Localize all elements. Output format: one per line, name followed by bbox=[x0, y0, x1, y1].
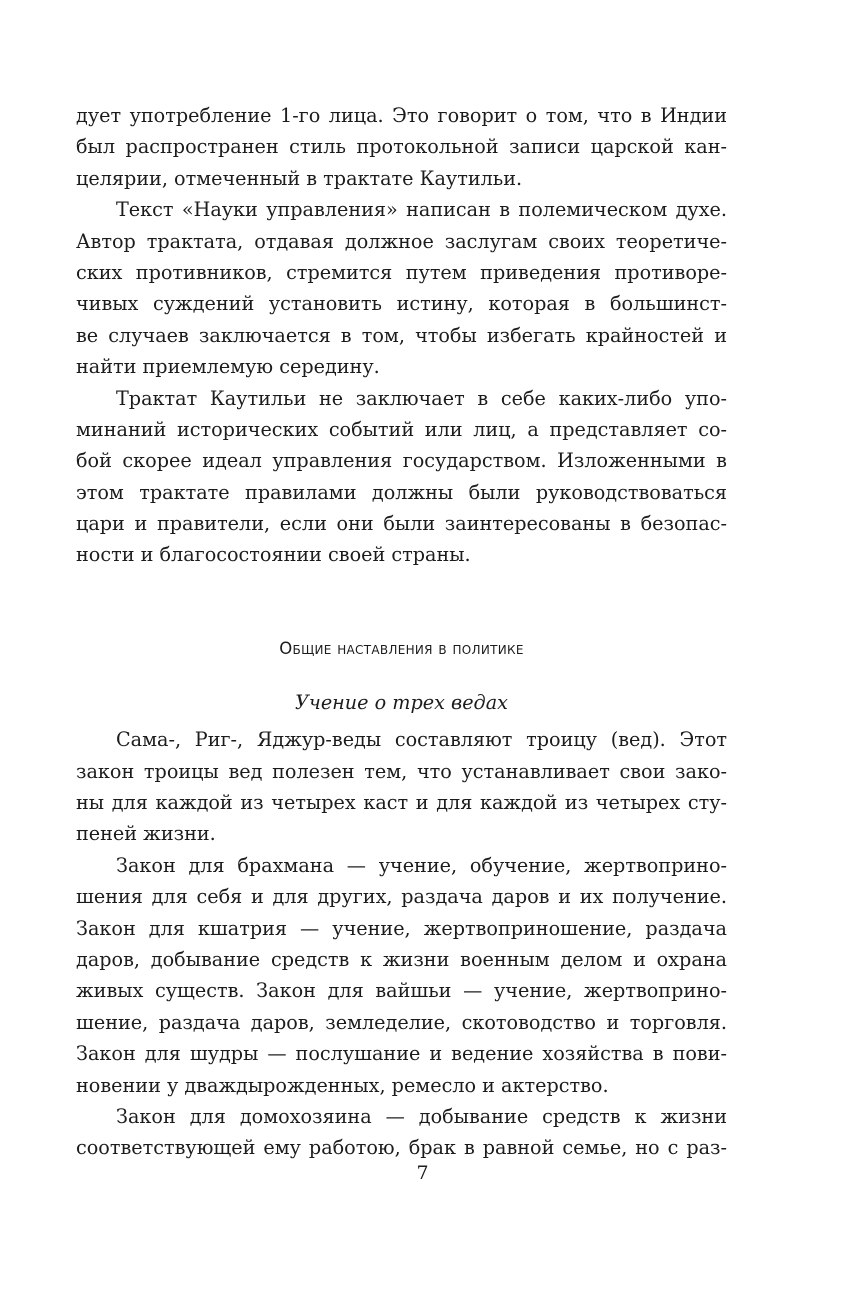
paragraph bbox=[76, 724, 727, 850]
page-body bbox=[76, 100, 727, 1164]
paragraph bbox=[76, 1101, 727, 1164]
text-line: живых существ. Закон для вайшьи — учение, жертвоприно- bbox=[76, 979, 727, 1003]
text-line: Сама-, Риг-, Яджур-веды составляют троицу (вед). Этот bbox=[116, 728, 727, 752]
text-line: новении у дваждырожденных, ремесло и актерство. bbox=[76, 1073, 609, 1097]
text-line: ности и благосостоянии своей страны. bbox=[76, 543, 471, 567]
text-line: бой скорее идеал управления государством. Изложенными в bbox=[76, 449, 727, 473]
text-line: Закон для кшатрия — учение, жертвоприношение, раздача bbox=[76, 916, 727, 940]
text-line: Закон для домохозяина — добывание средств к жизни bbox=[116, 1104, 727, 1128]
paragraph bbox=[76, 100, 727, 194]
text-line: чивых суждений установить истину, которая в большинст- bbox=[76, 292, 727, 316]
text-line: минаний исторических событий или лиц, а представляет со- bbox=[76, 417, 727, 441]
text-line: этом трактате правилами должны были руководствоваться bbox=[76, 480, 727, 504]
paragraph bbox=[76, 850, 727, 1101]
text-line: дует употребление 1-го лица. Это говорит о том, что в Индии bbox=[76, 104, 727, 127]
text-line: Закон для брахмана — учение, обучение, жертвоприно- bbox=[116, 853, 727, 877]
text-line: шения для себя и для других, раздача даров и их получение. bbox=[76, 885, 727, 909]
text-line: целярии, отмеченный в трактате Каутильи. bbox=[76, 166, 523, 190]
text-line: Текст «Науки управления» написан в полемическом духе. bbox=[116, 198, 727, 222]
text-line: закон троицы вед полезен тем, что устанавливает свои зако- bbox=[76, 759, 727, 783]
text-line: ны для каждой из четырех каст и для каждой из четырех сту- bbox=[76, 791, 727, 815]
text-line: шение, раздача даров, земледелие, скотоводство и торговля. bbox=[76, 1010, 727, 1034]
text-line: Закон для шудры — послушание и ведение хозяйства в пови- bbox=[76, 1042, 727, 1066]
section-spacer bbox=[76, 571, 727, 633]
text-line: Автор трактата, отдавая должное заслугам своих теоретиче- bbox=[76, 229, 727, 253]
paragraph bbox=[76, 194, 727, 382]
text-line: найти приемлемую середину. bbox=[76, 355, 380, 379]
text-line: был распространен стиль протокольной записи царской кан- bbox=[76, 135, 727, 159]
text-line: соответствующей ему работою, брак в равной семье, но с раз- bbox=[76, 1136, 727, 1160]
text-line: Трактат Каутильи не заключает в себе каких-либо упо- bbox=[116, 386, 727, 410]
section-heading: Общие наставления в политике bbox=[279, 638, 524, 658]
subsection-heading: Учение о трех ведах bbox=[295, 690, 508, 714]
paragraph bbox=[76, 383, 727, 571]
text-line: пеней жизни. bbox=[76, 822, 216, 846]
page-number: 7 bbox=[416, 1162, 429, 1184]
text-line: ских противников, стремится путем приведения противоре- bbox=[76, 260, 727, 284]
text-line: цари и правители, если они были заинтересованы в безопас- bbox=[76, 512, 727, 536]
text-line: ве случаев заключается в том, чтобы избегать крайностей и bbox=[76, 323, 727, 347]
text-line: даров, добывание средств к жизни военным делом и охрана bbox=[76, 947, 727, 971]
